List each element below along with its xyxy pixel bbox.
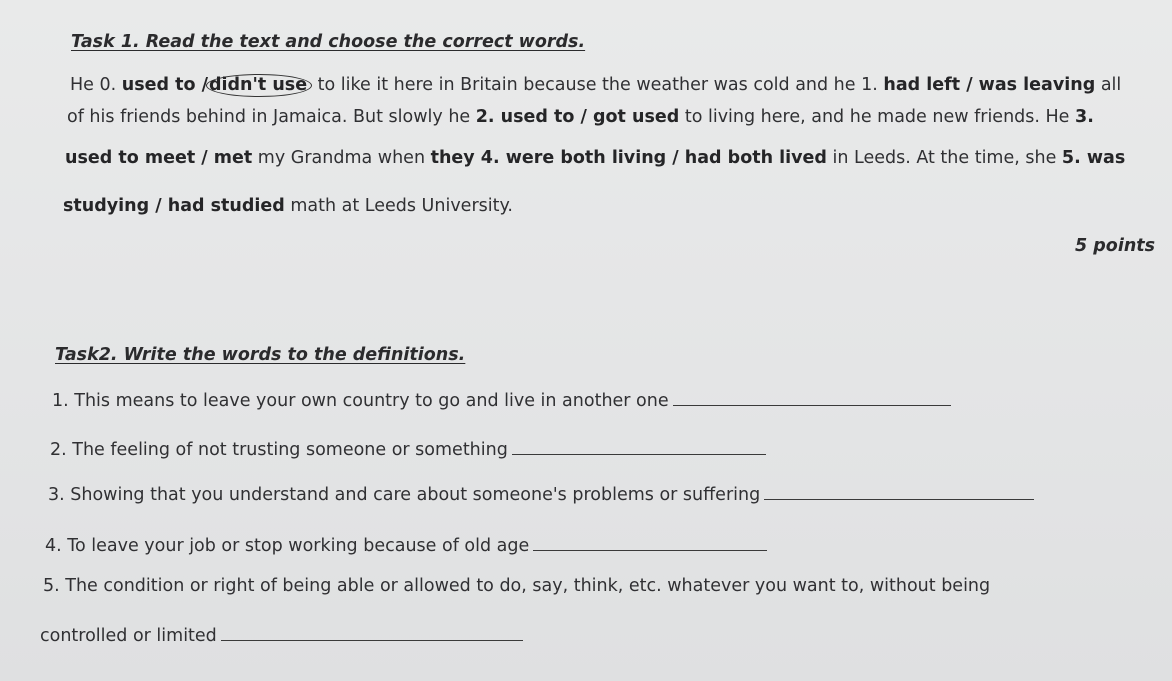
task1-line-2 [67, 107, 1094, 127]
text: to living here, and he made new friends. He [679, 107, 1076, 127]
definition-text: 5. The condition or right of being able or allowed to do, say, think, etc. whatever you want to, without being [43, 576, 991, 596]
definition-text: 2. The feeling of not trusting someone or something [50, 440, 508, 460]
definition-4 [45, 536, 767, 556]
option-used-to: used to / [121, 75, 208, 95]
text: He 0. [70, 75, 122, 95]
definition-text: 4. To leave your job or stop working because of old age [45, 536, 530, 556]
definition-1 [52, 391, 951, 411]
option-3: used to meet / met [65, 148, 253, 168]
option-2: 2. used to / got used [475, 107, 680, 127]
answer-blank[interactable] [512, 452, 766, 455]
text: to like it here in Britain because the weather was cold and he 1. [312, 75, 884, 95]
text: all [1095, 75, 1122, 95]
answer-blank[interactable] [764, 497, 1034, 500]
text: my Grandma when [252, 148, 431, 168]
task1-line-1 [70, 75, 1121, 95]
points-label: 5 points [1075, 236, 1156, 256]
task1-line-3 [65, 148, 1125, 168]
option-5-number: 5. was [1061, 148, 1126, 168]
answer-blank[interactable] [533, 548, 767, 551]
definition-5 [43, 576, 990, 596]
option-4: they 4. were both living / had both lived [430, 148, 827, 168]
task1-line-4 [63, 196, 513, 216]
definition-text: 1. This means to leave your own country to go and live in another one [52, 391, 669, 411]
definition-2 [50, 440, 766, 460]
task2-heading: Task2. Write the words to the definitions. [55, 345, 466, 365]
definition-text: controlled or limited [40, 626, 217, 646]
definition-3 [48, 485, 1034, 505]
option-3-number: 3. [1075, 107, 1094, 127]
task1-heading: Task 1. Read the text and choose the correct words. [71, 32, 586, 52]
answer-blank[interactable] [221, 638, 523, 641]
text: of his friends behind in Jamaica. But slowly he [67, 107, 476, 127]
definition-text: 3. Showing that you understand and care about someone's problems or suffering [48, 485, 761, 505]
circled-answer: didn't use [206, 74, 312, 97]
text: math at Leeds University. [284, 196, 513, 216]
option-5: studying / had studied [63, 196, 285, 216]
definition-5-continued [40, 626, 523, 646]
text: in Leeds. At the time, she [826, 148, 1062, 168]
answer-blank[interactable] [673, 403, 951, 406]
option-1: had left / was leaving [883, 75, 1096, 95]
